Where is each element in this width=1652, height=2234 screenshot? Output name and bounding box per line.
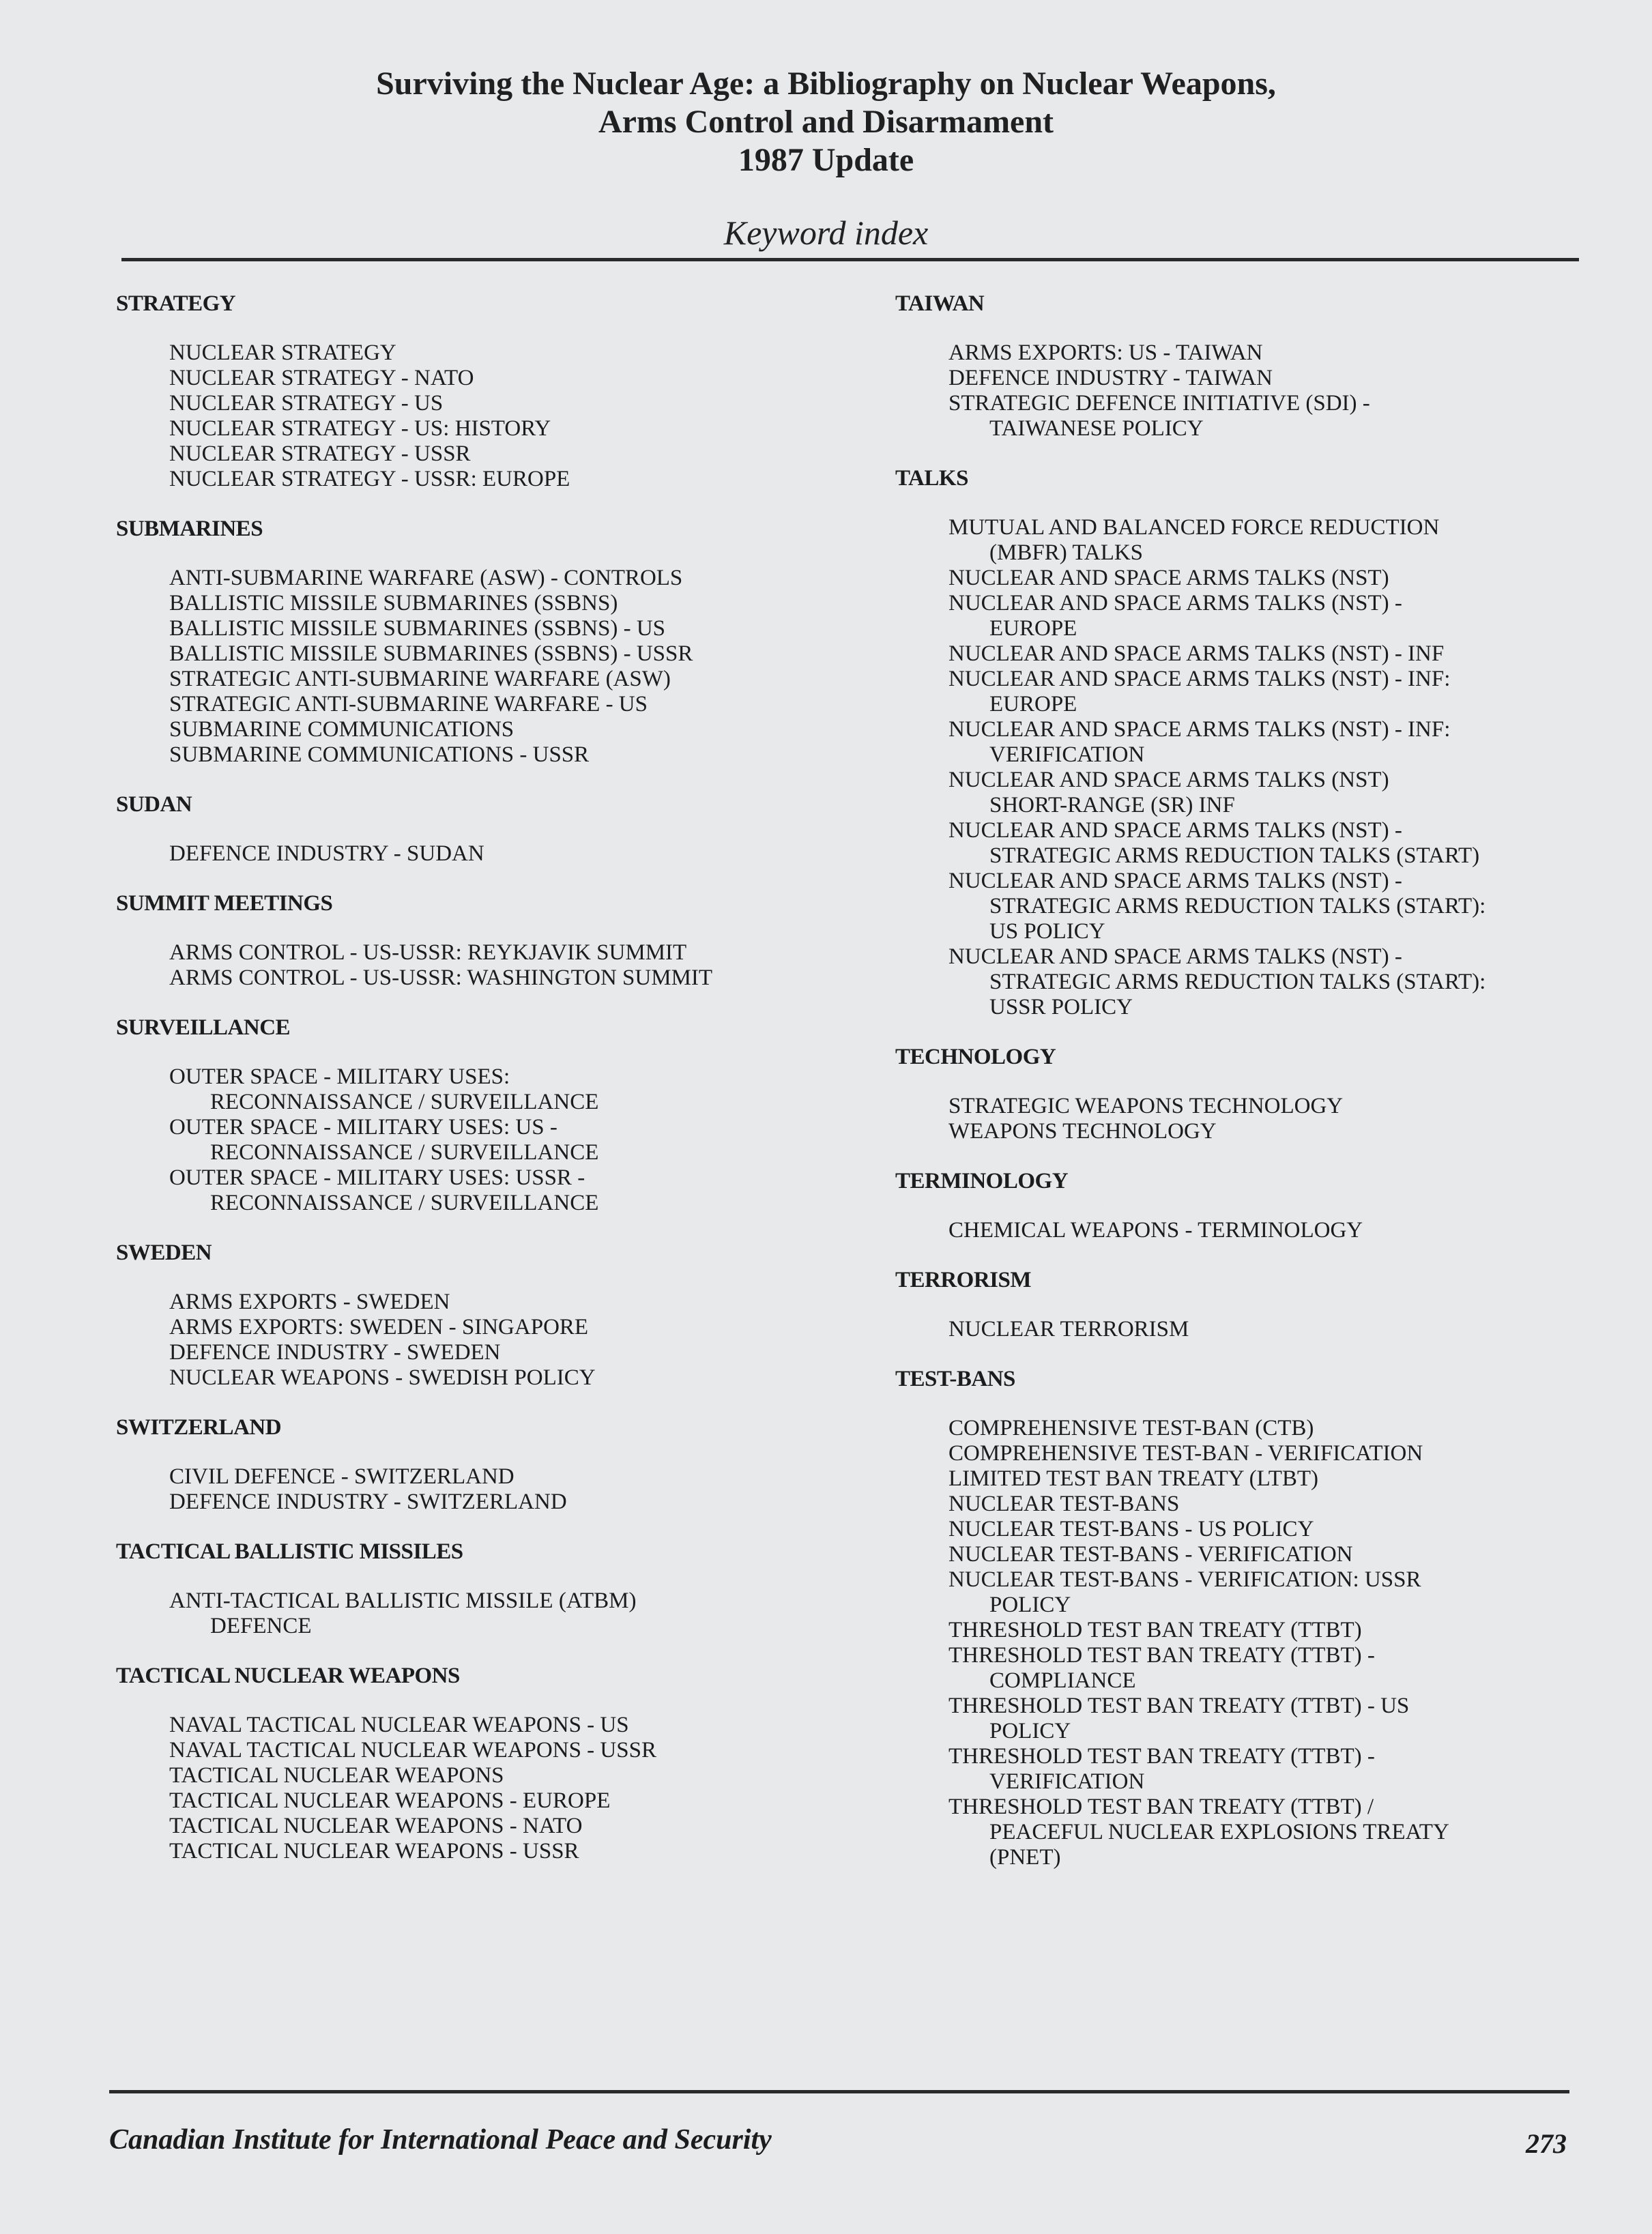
entry-text: DEFENCE INDUSTRY - SUDAN [169, 841, 484, 866]
index-entry [116, 416, 867, 441]
entry-continuation: RECONNAISSANCE / SURVEILLANCE [210, 1191, 599, 1215]
index-entry [116, 717, 867, 742]
entry-text: ARMS CONTROL - US-USSR: WASHINGTON SUMMIT [169, 966, 713, 990]
index-section [116, 1662, 867, 1864]
entry-continuation: STRATEGIC ARMS REDUCTION TALKS (START) [989, 843, 1480, 868]
left-index-column [116, 290, 867, 1887]
index-entry [895, 515, 1646, 566]
index-entry [895, 1466, 1646, 1492]
index-entry [895, 641, 1646, 667]
entry-text: BALLISTIC MISSILE SUBMARINES (SSBNS) [169, 591, 618, 615]
entry-text: TACTICAL NUCLEAR WEAPONS - EUROPE [169, 1788, 611, 1813]
entry-text: STRATEGIC WEAPONS TECHNOLOGY [948, 1094, 1344, 1118]
entry-text: NUCLEAR AND SPACE ARMS TALKS (NST) [948, 566, 1389, 590]
entry-text: DEFENCE INDUSTRY - SWEDEN [169, 1340, 501, 1365]
entry-text: BALLISTIC MISSILE SUBMARINES (SSBNS) - USSR [169, 641, 693, 666]
index-entry [895, 1094, 1646, 1119]
index-entry [116, 1064, 867, 1115]
section-heading: SUMMIT MEETINGS [116, 891, 333, 916]
document-title [0, 65, 1652, 179]
section-heading: SWEDEN [116, 1241, 212, 1265]
entry-text: ARMS EXPORTS - SWEDEN [169, 1290, 450, 1314]
entry-text: NUCLEAR TERRORISM [948, 1317, 1189, 1341]
index-entry [116, 616, 867, 641]
entry-text: SUBMARINE COMMUNICATIONS [169, 717, 515, 742]
entry-text: OUTER SPACE - MILITARY USES: [169, 1064, 510, 1089]
entry-continuation: POLICY [989, 1593, 1071, 1617]
entry-text: NAVAL TACTICAL NUCLEAR WEAPONS - USSR [169, 1738, 656, 1762]
entry-text: LIMITED TEST BAN TREATY (LTBT) [948, 1466, 1319, 1491]
index-entry [895, 1119, 1646, 1144]
index-entry [895, 944, 1646, 1020]
index-entry [116, 566, 867, 591]
entry-continuation: STRATEGIC ARMS REDUCTION TALKS (START): [989, 894, 1486, 918]
index-entry [895, 1542, 1646, 1567]
page-number: 273 [1526, 2128, 1567, 2159]
entry-text: NUCLEAR AND SPACE ARMS TALKS (NST) [948, 768, 1389, 792]
index-entry [116, 467, 867, 492]
index-entry [895, 1416, 1646, 1441]
index-entry [895, 768, 1646, 818]
entry-text: NUCLEAR STRATEGY [169, 340, 396, 365]
section-heading: TECHNOLOGY [895, 1045, 1056, 1069]
entry-continuation: VERIFICATION [989, 1769, 1145, 1794]
index-entry [895, 667, 1646, 717]
entry-text: NUCLEAR WEAPONS - SWEDISH POLICY [169, 1365, 596, 1390]
section-heading: TACTICAL BALLISTIC MISSILES [116, 1539, 463, 1564]
entry-text: TACTICAL NUCLEAR WEAPONS [169, 1763, 504, 1788]
entry-continuation: RECONNAISSANCE / SURVEILLANCE [210, 1090, 599, 1114]
bottom-divider [109, 2090, 1569, 2093]
index-section [116, 1014, 867, 1216]
index-entry [116, 1115, 867, 1165]
index-entry [895, 869, 1646, 944]
entry-text: STRATEGIC ANTI-SUBMARINE WARFARE (ASW) [169, 667, 671, 691]
entry-text: THRESHOLD TEST BAN TREATY (TTBT) - [948, 1643, 1375, 1668]
index-section [116, 890, 867, 991]
index-entry [116, 1788, 867, 1814]
index-entry [895, 366, 1646, 391]
index-entry [895, 566, 1646, 591]
entry-text: BALLISTIC MISSILE SUBMARINES (SSBNS) - US [169, 616, 666, 641]
section-heading: SWITZERLAND [116, 1415, 282, 1440]
entry-text: NUCLEAR AND SPACE ARMS TALKS (NST) - INF: [948, 667, 1451, 691]
index-entry [895, 818, 1646, 869]
entry-text: CHEMICAL WEAPONS - TERMINOLOGY [948, 1218, 1363, 1243]
entry-continuation: USSR POLICY [989, 995, 1133, 1019]
index-entry [116, 1365, 867, 1391]
title-line-3: 1987 Update [738, 142, 914, 178]
title-line-1: Surviving the Nuclear Age: a Bibliography on Nuclear Weapons, [376, 66, 1276, 102]
index-entry [116, 1165, 867, 1216]
index-entry [895, 1517, 1646, 1542]
entry-text: TACTICAL NUCLEAR WEAPONS - USSR [169, 1839, 579, 1863]
index-entry [116, 391, 867, 416]
index-entry [116, 841, 867, 867]
section-subtitle: Keyword index [723, 214, 929, 252]
index-entry [116, 1290, 867, 1315]
entry-text: THRESHOLD TEST BAN TREATY (TTBT) - [948, 1744, 1375, 1769]
entry-text: COMPREHENSIVE TEST-BAN (CTB) [948, 1416, 1314, 1440]
index-section [895, 1167, 1646, 1243]
entry-text: THRESHOLD TEST BAN TREATY (TTBT) [948, 1618, 1362, 1642]
entry-text: NUCLEAR TEST-BANS - VERIFICATION [948, 1542, 1353, 1567]
section-heading: TERRORISM [895, 1268, 1032, 1292]
index-entry [116, 1839, 867, 1864]
index-entry [895, 1643, 1646, 1694]
entry-text: DEFENCE INDUSTRY - TAIWAN [948, 366, 1273, 390]
entry-text: NUCLEAR STRATEGY - USSR: EUROPE [169, 467, 570, 491]
index-section [116, 791, 867, 867]
index-entry [895, 591, 1646, 641]
entry-text: TACTICAL NUCLEAR WEAPONS - NATO [169, 1814, 583, 1838]
entry-continuation: EUROPE [989, 692, 1077, 716]
index-entry [116, 1814, 867, 1839]
section-heading: TAIWAN [895, 291, 985, 316]
entry-text: NUCLEAR TEST-BANS [948, 1492, 1180, 1516]
entry-text: OUTER SPACE - MILITARY USES: US - [169, 1115, 557, 1140]
index-entry [116, 366, 867, 391]
index-entry [895, 1744, 1646, 1795]
entry-text: ARMS CONTROL - US-USSR: REYKJAVIK SUMMIT [169, 940, 687, 965]
entry-text: NAVAL TACTICAL NUCLEAR WEAPONS - US [169, 1713, 629, 1737]
entry-text: SUBMARINE COMMUNICATIONS - USSR [169, 742, 590, 767]
entry-continuation: US POLICY [989, 919, 1105, 944]
index-section [895, 1266, 1646, 1342]
entry-text: NUCLEAR AND SPACE ARMS TALKS (NST) - INF [948, 641, 1445, 666]
entry-text: DEFENCE INDUSTRY - SWITZERLAND [169, 1490, 567, 1514]
index-entry [895, 1441, 1646, 1466]
entry-text: NUCLEAR STRATEGY - NATO [169, 366, 474, 390]
index-section [116, 290, 867, 492]
entry-continuation: SHORT-RANGE (SR) INF [989, 793, 1235, 817]
index-entry [116, 1738, 867, 1763]
entry-text: NUCLEAR TEST-BANS - VERIFICATION: USSR [948, 1567, 1421, 1592]
entry-text: NUCLEAR TEST-BANS - US POLICY [948, 1517, 1314, 1541]
index-entry [895, 1694, 1646, 1744]
index-entry [116, 1315, 867, 1340]
index-entry [116, 340, 867, 366]
index-section [116, 1538, 867, 1639]
entry-continuation: STRATEGIC ARMS REDUCTION TALKS (START): [989, 970, 1486, 994]
index-entry [895, 1795, 1646, 1870]
index-entry [116, 1763, 867, 1788]
entry-text: THRESHOLD TEST BAN TREATY (TTBT) / [948, 1795, 1374, 1819]
top-divider [121, 258, 1579, 261]
section-heading: SURVEILLANCE [116, 1015, 291, 1040]
index-entry [895, 340, 1646, 366]
index-section [895, 465, 1646, 1020]
title-line-2: Arms Control and Disarmament [598, 104, 1054, 140]
section-heading: TEST-BANS [895, 1367, 1015, 1391]
index-entry [116, 940, 867, 966]
entry-text: NUCLEAR STRATEGY - US: HISTORY [169, 416, 551, 441]
entry-continuation: POLICY [989, 1719, 1071, 1743]
footer-publisher: Canadian Institute for International Peace and Security [109, 2124, 772, 2156]
entry-text: COMPREHENSIVE TEST-BAN - VERIFICATION [948, 1441, 1423, 1466]
index-entry [116, 1490, 867, 1515]
entry-text: NUCLEAR STRATEGY - US [169, 391, 444, 416]
index-section [116, 1239, 867, 1391]
index-entry [116, 1589, 867, 1639]
entry-text: ARMS EXPORTS: SWEDEN - SINGAPORE [169, 1315, 589, 1339]
entry-text: NUCLEAR STRATEGY - USSR [169, 441, 471, 466]
entry-continuation: PEACEFUL NUCLEAR EXPLOSIONS TREATY [989, 1820, 1449, 1844]
entry-text: NUCLEAR AND SPACE ARMS TALKS (NST) - INF: [948, 717, 1451, 742]
index-entry [116, 692, 867, 717]
entry-text: MUTUAL AND BALANCED FORCE REDUCTION [948, 515, 1440, 540]
entry-text: STRATEGIC DEFENCE INITIATIVE (SDI) - [948, 391, 1370, 416]
entry-text: ANTI-SUBMARINE WARFARE (ASW) - CONTROLS [169, 566, 683, 590]
entry-text: OUTER SPACE - MILITARY USES: USSR - [169, 1165, 585, 1190]
index-section [895, 1043, 1646, 1144]
section-heading: SUBMARINES [116, 517, 263, 541]
entry-continuation: RECONNAISSANCE / SURVEILLANCE [210, 1140, 599, 1165]
entry-continuation: COMPLIANCE [989, 1668, 1136, 1693]
index-section [116, 515, 867, 768]
index-entry [116, 742, 867, 768]
index-entry [895, 1492, 1646, 1517]
index-section [116, 1414, 867, 1515]
index-entry [116, 641, 867, 667]
entry-text: CIVIL DEFENCE - SWITZERLAND [169, 1464, 515, 1489]
index-entry [895, 391, 1646, 441]
section-heading: TERMINOLOGY [895, 1169, 1069, 1193]
index-entry [895, 717, 1646, 768]
entry-text: ANTI-TACTICAL BALLISTIC MISSILE (ATBM) [169, 1589, 637, 1613]
index-entry [895, 1567, 1646, 1618]
index-entry [116, 1464, 867, 1490]
entry-text: NUCLEAR AND SPACE ARMS TALKS (NST) - [948, 591, 1402, 615]
entry-text: ARMS EXPORTS: US - TAIWAN [948, 340, 1263, 365]
entry-continuation: (MBFR) TALKS [989, 540, 1144, 565]
entry-continuation: EUROPE [989, 616, 1077, 641]
entry-text: THRESHOLD TEST BAN TREATY (TTBT) - US [948, 1694, 1410, 1718]
section-heading: SUDAN [116, 792, 192, 817]
index-section [895, 1365, 1646, 1870]
entry-continuation: DEFENCE [210, 1614, 312, 1638]
index-entry [116, 966, 867, 991]
index-entry [895, 1317, 1646, 1342]
right-index-column [895, 290, 1646, 1894]
index-entry [116, 667, 867, 692]
section-heading: TACTICAL NUCLEAR WEAPONS [116, 1664, 460, 1688]
entry-continuation: TAIWANESE POLICY [989, 416, 1204, 441]
index-entry [895, 1218, 1646, 1243]
index-entry [116, 1713, 867, 1738]
entry-text: NUCLEAR AND SPACE ARMS TALKS (NST) - [948, 818, 1402, 843]
index-section [895, 290, 1646, 441]
index-entry [116, 1340, 867, 1365]
section-heading: STRATEGY [116, 291, 236, 316]
entry-text: STRATEGIC ANTI-SUBMARINE WARFARE - US [169, 692, 648, 716]
index-entry [116, 591, 867, 616]
index-entry [895, 1618, 1646, 1643]
entry-continuation: VERIFICATION [989, 742, 1145, 767]
entry-text: NUCLEAR AND SPACE ARMS TALKS (NST) - [948, 944, 1402, 969]
index-entry [116, 441, 867, 467]
entry-continuation: (PNET) [989, 1845, 1061, 1870]
entry-text: NUCLEAR AND SPACE ARMS TALKS (NST) - [948, 869, 1402, 893]
section-heading: TALKS [895, 466, 968, 491]
entry-text: WEAPONS TECHNOLOGY [948, 1119, 1217, 1144]
